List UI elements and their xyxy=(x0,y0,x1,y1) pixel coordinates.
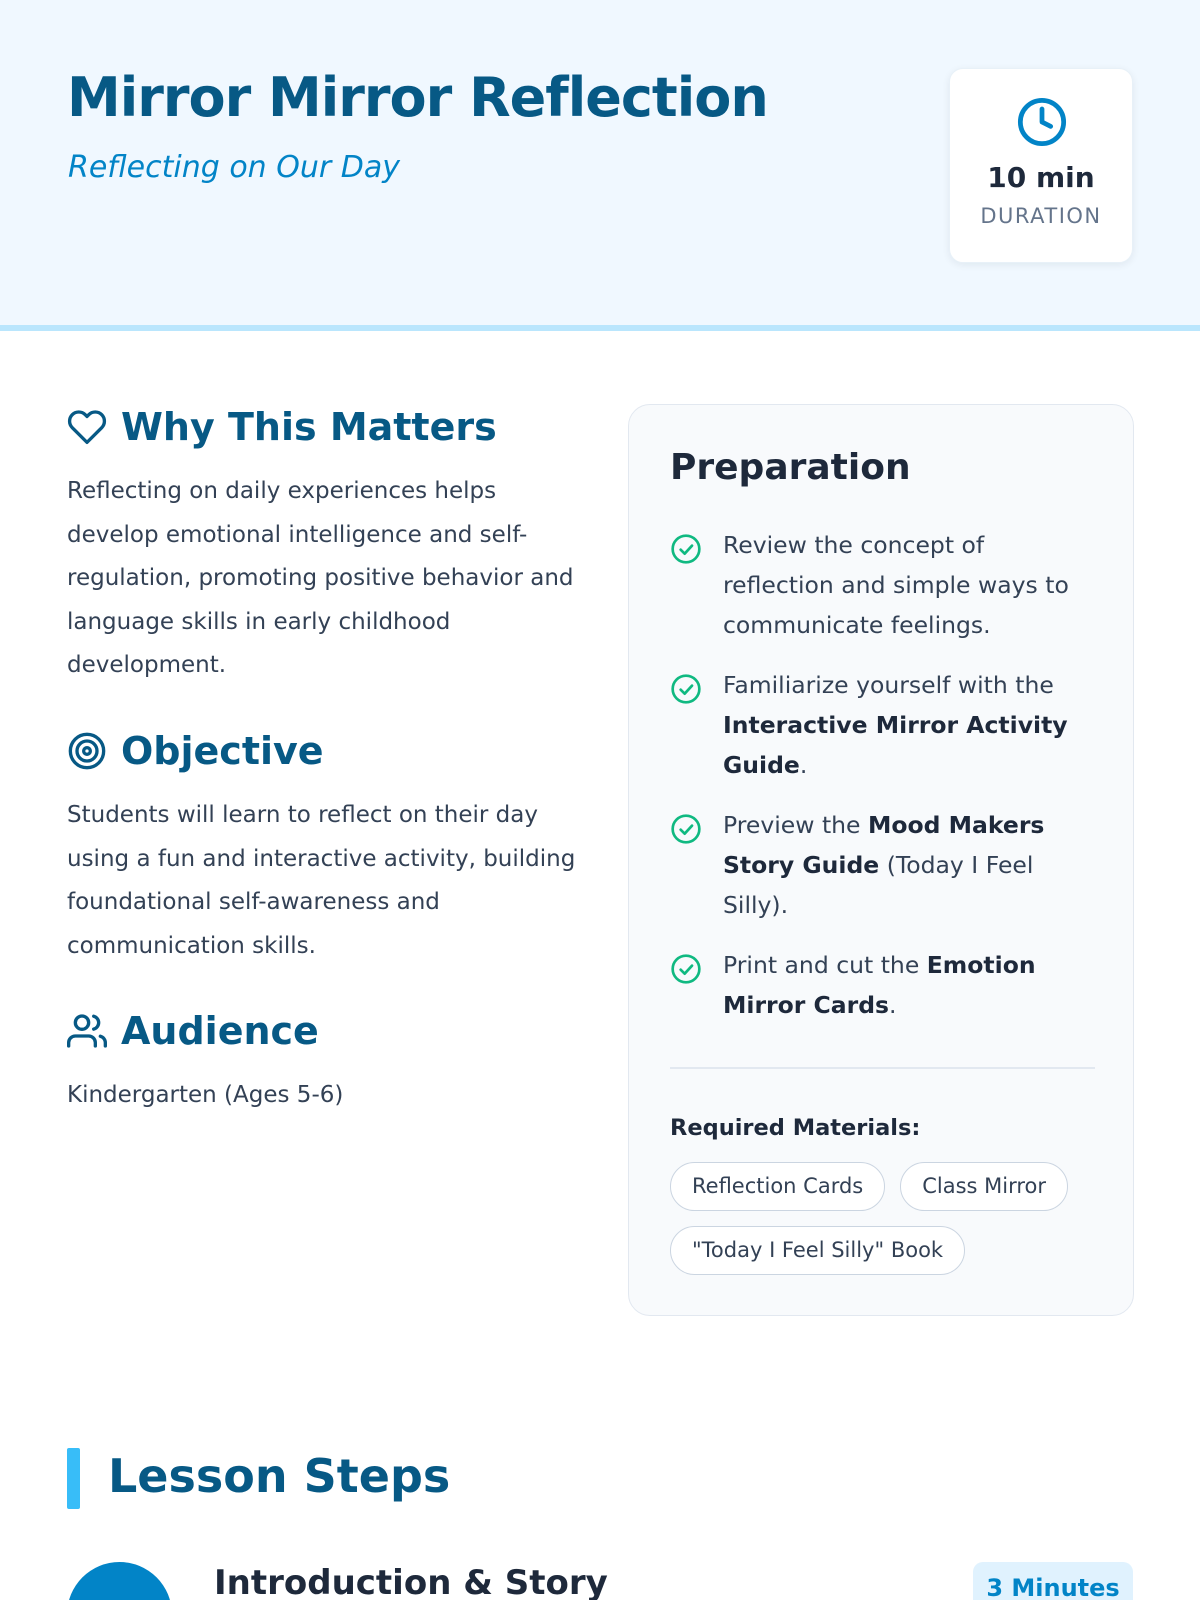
resource-name: Mood Makers Story Guide xyxy=(723,811,1045,879)
step-duration-badge: 3 Minutes xyxy=(973,1562,1133,1600)
preparation-text-part: . xyxy=(799,751,808,779)
why-text: Reflecting on daily experiences helps develop emotional intelligence and self-regulation, promoting positive behavior and language skills in early childhood development. xyxy=(67,478,574,678)
audience-heading-label: Audience xyxy=(121,1009,319,1053)
lesson-steps-heading: Lesson Steps xyxy=(108,1449,451,1503)
why-heading xyxy=(67,405,497,449)
preparation-item-text xyxy=(723,525,1095,645)
why-heading-label: Why This Matters xyxy=(121,405,497,449)
preparation-text-part: . xyxy=(889,991,897,1019)
page-subtitle: Reflecting on Our Day xyxy=(68,150,400,185)
preparation-item-text xyxy=(723,665,1095,785)
step-number-circle xyxy=(67,1562,172,1600)
material-chip: Class Mirror xyxy=(900,1162,1068,1211)
check-circle-icon xyxy=(670,533,702,565)
resource-name: Emotion Mirror Cards xyxy=(723,951,1036,1019)
target-icon xyxy=(67,731,107,771)
objective-text: Students will learn to reflect on their day using a fun and interactive activity, building foundational self-awareness and communication skills. xyxy=(67,802,576,959)
lesson-steps-accent-bar xyxy=(67,1448,80,1509)
preparation-title: Preparation xyxy=(670,447,911,488)
heart-icon xyxy=(67,407,107,447)
preparation-item xyxy=(670,665,1095,785)
preparation-text-part: Preview the xyxy=(723,811,868,839)
materials-list xyxy=(670,1162,1110,1290)
preparation-text-part: (Today I Feel Silly). xyxy=(723,851,1034,919)
preparation-item-text xyxy=(723,945,1095,1025)
objective-heading xyxy=(67,729,324,773)
preparation-list xyxy=(670,525,1095,1045)
clock-icon xyxy=(1016,96,1068,148)
preparation-item xyxy=(670,945,1095,1025)
preparation-text-part: Familiarize yourself with the xyxy=(723,671,1054,699)
preparation-item-text xyxy=(723,805,1095,925)
page-title: Mirror Mirror Reflection xyxy=(67,66,768,129)
audience-heading xyxy=(67,1009,319,1053)
resource-name: Interactive Mirror Activity Guide xyxy=(723,711,1068,779)
step-title: Introduction & Story xyxy=(214,1563,608,1600)
check-circle-icon xyxy=(670,673,702,705)
lesson-header xyxy=(0,0,1200,331)
preparation-text-part: Print and cut the xyxy=(723,951,927,979)
duration-value: 10 min xyxy=(987,161,1095,194)
divider xyxy=(670,1067,1095,1069)
preparation-item xyxy=(670,805,1095,925)
users-icon xyxy=(67,1011,107,1051)
preparation-item xyxy=(670,525,1095,645)
audience-text: Kindergarten (Ages 5-6) xyxy=(67,1082,344,1108)
materials-label: Required Materials: xyxy=(670,1115,921,1141)
preparation-card xyxy=(628,404,1134,1316)
check-circle-icon xyxy=(670,813,702,845)
preparation-text-part: Review the concept of reflection and simple ways to communicate feelings. xyxy=(723,531,1069,639)
duration-card xyxy=(949,68,1133,263)
duration-label: DURATION xyxy=(980,204,1102,228)
material-chip: Reflection Cards xyxy=(670,1162,885,1211)
material-chip: "Today I Feel Silly" Book xyxy=(670,1226,965,1275)
check-circle-icon xyxy=(670,953,702,985)
objective-heading-label: Objective xyxy=(121,729,324,773)
